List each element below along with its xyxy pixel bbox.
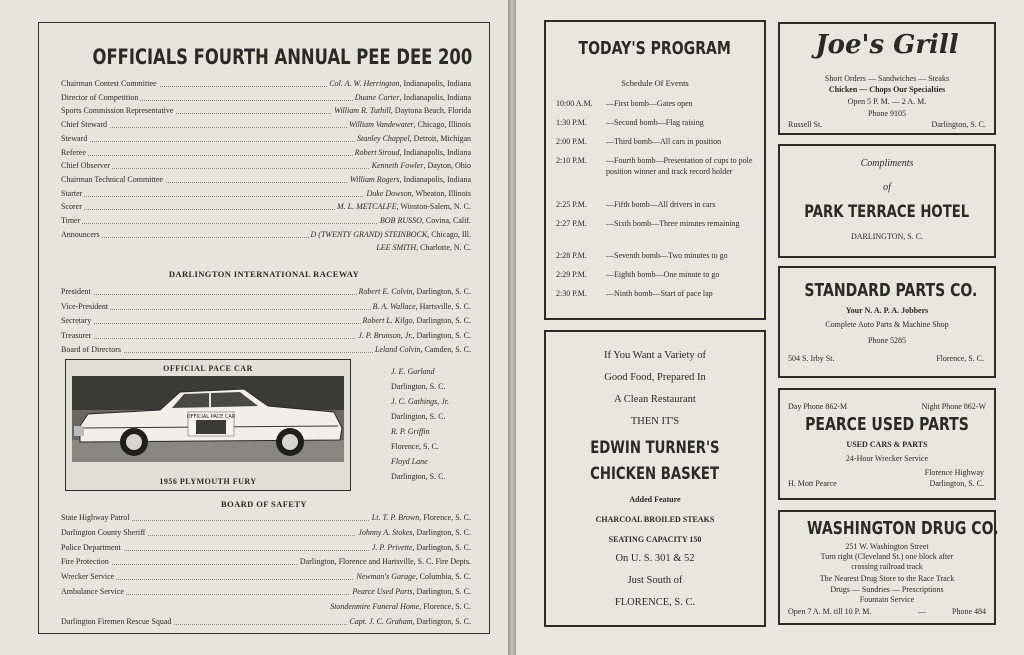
official-role: Sports Commission Representative [61, 106, 174, 116]
official-value [298, 555, 471, 568]
edwin-name-2: CHICKEN BASKET [590, 464, 720, 484]
official-role: Treasurer [61, 330, 92, 340]
event-desc: —Fifth bomb—All drivers in cars [606, 200, 716, 209]
official-name: Robert L. Kilgo [362, 316, 413, 326]
official-place: , Wheaton, Illinois [411, 188, 471, 198]
official-role: Wrecker Service [61, 572, 115, 582]
washington-street: 251 W. Washington Street [845, 542, 929, 551]
official-role: Chairman Technical Committee [61, 174, 163, 184]
event-time: 1:30 P.M. [556, 118, 587, 127]
joes-phone: Phone 9105 [868, 109, 906, 118]
program-title: TODAY'S PROGRAM [578, 38, 732, 59]
official-role: Ambulance Service [61, 587, 124, 596]
official-place: Darlington, Florence and Hartsville, S. C. Fire Depts. [299, 557, 471, 567]
official-role: Police Department [61, 542, 121, 552]
official-row [61, 228, 471, 241]
director-name: R. P. Griffin [391, 427, 430, 436]
official-row [61, 314, 471, 327]
pearce-owner: H. Mott Pearce [788, 479, 837, 488]
official-place: , Camden, S. C. [420, 345, 471, 355]
official-row [61, 104, 471, 117]
official-name: Duke Dowson [366, 188, 412, 198]
official-name: B. A. Wallace [372, 301, 416, 311]
official-name: Kenneth Fowler [371, 161, 424, 171]
official-row [61, 77, 471, 90]
joes-grill-ad [778, 22, 996, 135]
official-name: Newman's Garage [356, 572, 416, 582]
pearce-used-parts-ad [778, 388, 996, 500]
official-name: BOB RUSSO [379, 216, 422, 225]
pace-car-photo [72, 376, 344, 462]
pace-car-heading: OFFICIAL PACE CAR [163, 364, 253, 373]
joes-hours: Open 5 P. M. — 2 A. M. [847, 97, 927, 106]
official-row [61, 173, 471, 186]
official-row [61, 214, 471, 227]
book-spine [508, 0, 516, 655]
official-row [61, 300, 471, 313]
official-place: , Charlotte, N. C. [416, 243, 471, 253]
edwin-line-4: THEN IT'S [630, 416, 680, 427]
official-role: State Highway Patrol [61, 513, 130, 522]
official-value [347, 615, 471, 628]
official-value [361, 314, 471, 327]
official-place: , Darlington, S. C. [412, 542, 471, 552]
pace-car-door-text: OFFICIAL PACE CAR [186, 414, 236, 420]
event-desc: —First bomb—Gates open [606, 99, 693, 108]
official-value [370, 511, 471, 524]
edwin-line-2: Good Food, Prepared In [604, 372, 706, 383]
event-desc: —Ninth bomb—Start of pace lap [606, 289, 713, 298]
event-time: 2:25 P.M. [556, 200, 587, 209]
official-value [370, 159, 471, 172]
official-role: Scorer [61, 202, 82, 212]
standard-parts-ad [778, 266, 996, 378]
official-role: Director of Competition [61, 92, 139, 102]
official-value [335, 200, 471, 213]
official-role: Secretary [61, 316, 92, 326]
edwin-line-1: If You Want a Variety of [603, 350, 706, 361]
official-role: Chief Observer [61, 161, 111, 171]
official-place: , Darlington, S. C. [412, 527, 471, 537]
director-name: Floyd Lane [391, 457, 428, 466]
official-row [61, 118, 471, 131]
official-row [61, 91, 471, 104]
left-page [0, 0, 508, 655]
joes-city: Darlington, S. C. [931, 120, 986, 129]
official-row [61, 541, 471, 554]
official-role: Chairman Contest Committee [61, 79, 157, 88]
official-row [61, 585, 471, 598]
pearce-day-phone: Day Phone 862-M [788, 402, 848, 411]
official-role: Referee [61, 147, 86, 157]
event-time: 2:00 P.M. [556, 137, 587, 146]
official-value [370, 541, 471, 554]
event-desc: —Second bomb—Flag raising [606, 118, 704, 127]
official-row [61, 526, 471, 539]
official-value [371, 300, 471, 313]
park-name: PARK TERRACE HOTEL [804, 202, 970, 222]
official-role: Darlington County Sheriff [61, 527, 146, 537]
event-time: 2:27 P.M. [556, 219, 587, 228]
pearce-hwy: Florence Highway [924, 468, 984, 477]
edwin-city: FLORENCE, S. C. [614, 597, 696, 608]
standard-phone: Phone 5285 [868, 336, 906, 345]
director-name: J. C. Gathings, Jr. [391, 397, 449, 406]
director-place: Florence, S. C. [391, 442, 439, 451]
official-name: Robert E. Colvin [358, 287, 413, 296]
official-row [61, 555, 471, 568]
official-row [61, 343, 471, 356]
standard-jobbers: Your N. A. P. A. Jobbers [845, 306, 929, 315]
official-place: , Darlington, S. C. [412, 587, 471, 596]
official-value [350, 585, 471, 598]
park-city: DARLINGTON, S. C. [850, 232, 924, 241]
official-value [374, 241, 471, 254]
official-place: , Detroit, Michigan [409, 133, 471, 143]
pearce-city: Darlington, S. C. [929, 479, 984, 488]
official-place: , Winston-Salem, N. C. [396, 202, 471, 212]
official-row [61, 200, 471, 213]
official-name: J. P. Brunson, Jr. [358, 330, 413, 340]
pearce-sub: USED CARS & PARTS [846, 440, 928, 449]
official-role: Timer [61, 216, 81, 225]
official-name: Pearce Used Parts [352, 587, 413, 596]
official-place: , Darlington, S. C. [412, 287, 471, 296]
pearce-night-phone: Night Phone 862-W [921, 402, 986, 411]
joes-street: Russell St. [788, 120, 823, 129]
event-time: 2:10 P.M. [556, 156, 587, 165]
washington-drug-ad [778, 510, 999, 625]
official-name: Stondenmire Funeral Home [330, 601, 420, 611]
official-value [356, 329, 471, 342]
official-value [355, 132, 471, 145]
washington-dash: — [918, 607, 926, 616]
official-value [353, 91, 471, 104]
official-row [61, 285, 471, 298]
official-name: Lt. T. P. Brown [371, 513, 420, 522]
official-place: , Chicago, Ill. [427, 229, 471, 239]
official-name: M. L. METCALFE [337, 202, 397, 212]
director-place: Darlington, S. C. [391, 472, 446, 481]
official-value [332, 104, 471, 117]
official-place: , Hartsville, S. C. [415, 301, 471, 311]
event-time: 2:30 P.M. [556, 289, 587, 298]
right-page [516, 0, 1024, 655]
washington-name: WASHINGTON DRUG CO. [807, 518, 999, 539]
event-desc: —Sixth bomb—Three minutes remaining [606, 219, 740, 228]
official-name: LEE SMITH [376, 243, 417, 253]
official-name: D (TWENTY GRAND) STEINBOCK [310, 229, 428, 239]
official-value [364, 187, 471, 200]
standard-street: 504 S. Irby St. [788, 354, 835, 363]
official-name: Capt. J. C. Graham [349, 616, 413, 626]
official-row [61, 132, 471, 145]
edwin-road: On U. S. 301 & 52 [615, 553, 695, 564]
standard-desc: Complete Auto Parts & Machine Shop [825, 320, 949, 329]
official-place: , Florence, S. C. [419, 513, 471, 522]
edwin-feature: Added Feature [629, 495, 681, 504]
event-desc: —Third bomb—All cars in position [606, 137, 722, 146]
official-role: Steward [61, 133, 88, 143]
safety-heading: BOARD OF SAFETY [221, 499, 307, 509]
official-name: William R. Tuthill [334, 106, 391, 116]
official-name: Duane Carter [354, 92, 400, 102]
park-compliments: Compliments [860, 158, 914, 169]
director-name: J. E. Garland [391, 367, 435, 376]
pearce-wrecker: 24-Hour Wrecker Service [845, 454, 929, 463]
program-subtitle: Schedule Of Events [621, 78, 689, 88]
official-row [61, 146, 471, 159]
official-name: Johnny A. Stokes [358, 527, 413, 537]
washington-items: Drugs — Sundries — Prescriptions [830, 585, 944, 594]
official-place: , Daytona Beach, Florida [390, 106, 471, 116]
pace-car-panel [65, 359, 351, 491]
raceway-heading: DARLINGTON INTERNATIONAL RACEWAY [168, 269, 360, 279]
official-role: Chief Steward [61, 120, 107, 130]
official-place: , Indianapolis, Indiana [399, 174, 471, 184]
official-role: Starter [61, 188, 83, 198]
official-place: , Chicago, Illinois [413, 120, 471, 130]
park-of: of [883, 182, 891, 193]
official-name: Col. A. W. Herrington [329, 79, 400, 88]
washington-hours: Open 7 A. M. till 10 P. M. [788, 607, 872, 616]
washington-turn-2: crossing railroad track [851, 562, 923, 571]
official-role: Darlington Firemen Rescue Squad [61, 616, 172, 626]
official-row [61, 329, 471, 342]
official-place: , Darlington, S. C. [412, 330, 471, 340]
page-title: OFFICIALS FOURTH ANNUAL PEE DEE 200 [92, 45, 473, 69]
event-time: 10:00 A.M. [556, 99, 593, 108]
event-desc: —Seventh bomb—Two minutes to go [606, 251, 728, 260]
official-role: Vice-President [61, 301, 109, 311]
official-name: William Rogers [349, 174, 400, 184]
official-value [309, 228, 471, 241]
joes-line-1: Short Orders — Sandwiches — Steaks [824, 74, 950, 83]
official-place: , Covina, Calif. [421, 216, 471, 225]
director-place: Darlington, S. C. [391, 412, 446, 421]
official-value [328, 600, 471, 613]
official-value [327, 77, 471, 90]
official-role: Fire Protection [61, 557, 109, 567]
washington-fountain: Fountain Service [859, 595, 915, 604]
official-place: , Dayton, Ohio [423, 161, 471, 171]
official-name: Leland Colvin [374, 345, 421, 355]
park-terrace-ad [778, 144, 996, 258]
standard-city: Florence, S. C. [936, 354, 984, 363]
official-value [357, 285, 471, 298]
official-value [373, 343, 471, 356]
official-value [378, 214, 471, 227]
event-desc: —Fourth bomb—Presentation of cups to pole position winner and track record holder [606, 156, 753, 176]
official-place: , Darlington, S. C. [412, 616, 471, 626]
official-name: Stanley Chappel [357, 133, 410, 143]
official-row [61, 511, 471, 524]
edwin-south: Just South of [627, 575, 683, 586]
event-time: 2:29 P.M. [556, 270, 587, 279]
edwin-line-3: A Clean Restaurant [614, 394, 696, 405]
washington-phone: Phone 484 [952, 607, 986, 616]
edwin-turner-ad [544, 330, 766, 627]
official-place: , Indianapolis, Indiana [399, 79, 471, 88]
washington-turn-1: Turn right (Cleveland St.) one block after [820, 552, 954, 561]
official-role: Announcers [61, 229, 100, 239]
official-value [356, 526, 471, 539]
official-row [61, 159, 471, 172]
edwin-name-1: EDWIN TURNER'S [590, 438, 720, 458]
official-place: , Indianapolis, Indiana [399, 147, 471, 157]
official-value [353, 146, 471, 159]
washington-nearest: The Nearest Drug Store to the Race Track [819, 574, 955, 583]
event-time: 2:28 P.M. [556, 251, 587, 260]
standard-name: STANDARD PARTS CO. [804, 280, 978, 301]
joes-name: Joe's Grill [815, 30, 959, 60]
official-role: Board of Directors [61, 345, 121, 355]
officials-frame [38, 22, 490, 634]
official-place: , Columbia, S. C. [415, 572, 471, 582]
official-row [61, 241, 471, 254]
pearce-name: PEARCE USED PARTS [805, 414, 969, 435]
official-row [61, 570, 471, 583]
official-value [348, 173, 471, 186]
official-role: President [61, 287, 91, 296]
event-desc: —Eighth bomb—One minute to go [606, 270, 720, 279]
official-name: William Vandewater [349, 120, 414, 130]
joes-line-2: Chicken — Chops Our Specialties [828, 85, 946, 94]
official-row [61, 187, 471, 200]
edwin-seating: SEATING CAPACITY 150 [608, 535, 702, 544]
pace-car-caption: 1956 PLYMOUTH FURY [159, 477, 257, 486]
director-place: Darlington, S. C. [391, 382, 446, 391]
official-place: , Indianapolis, Indiana [399, 92, 471, 102]
program-box [544, 20, 766, 320]
official-place: , Florence, S. C. [419, 601, 471, 611]
official-name: Robert Stroud [354, 147, 400, 157]
official-place: , Darlington, S. C. [412, 316, 471, 326]
official-value [347, 118, 471, 131]
official-value [354, 570, 471, 583]
edwin-steaks: CHARCOAL BROILED STEAKS [595, 515, 715, 524]
official-row [61, 600, 471, 613]
official-row [61, 615, 471, 628]
official-name: J. P. Privette [371, 542, 413, 552]
